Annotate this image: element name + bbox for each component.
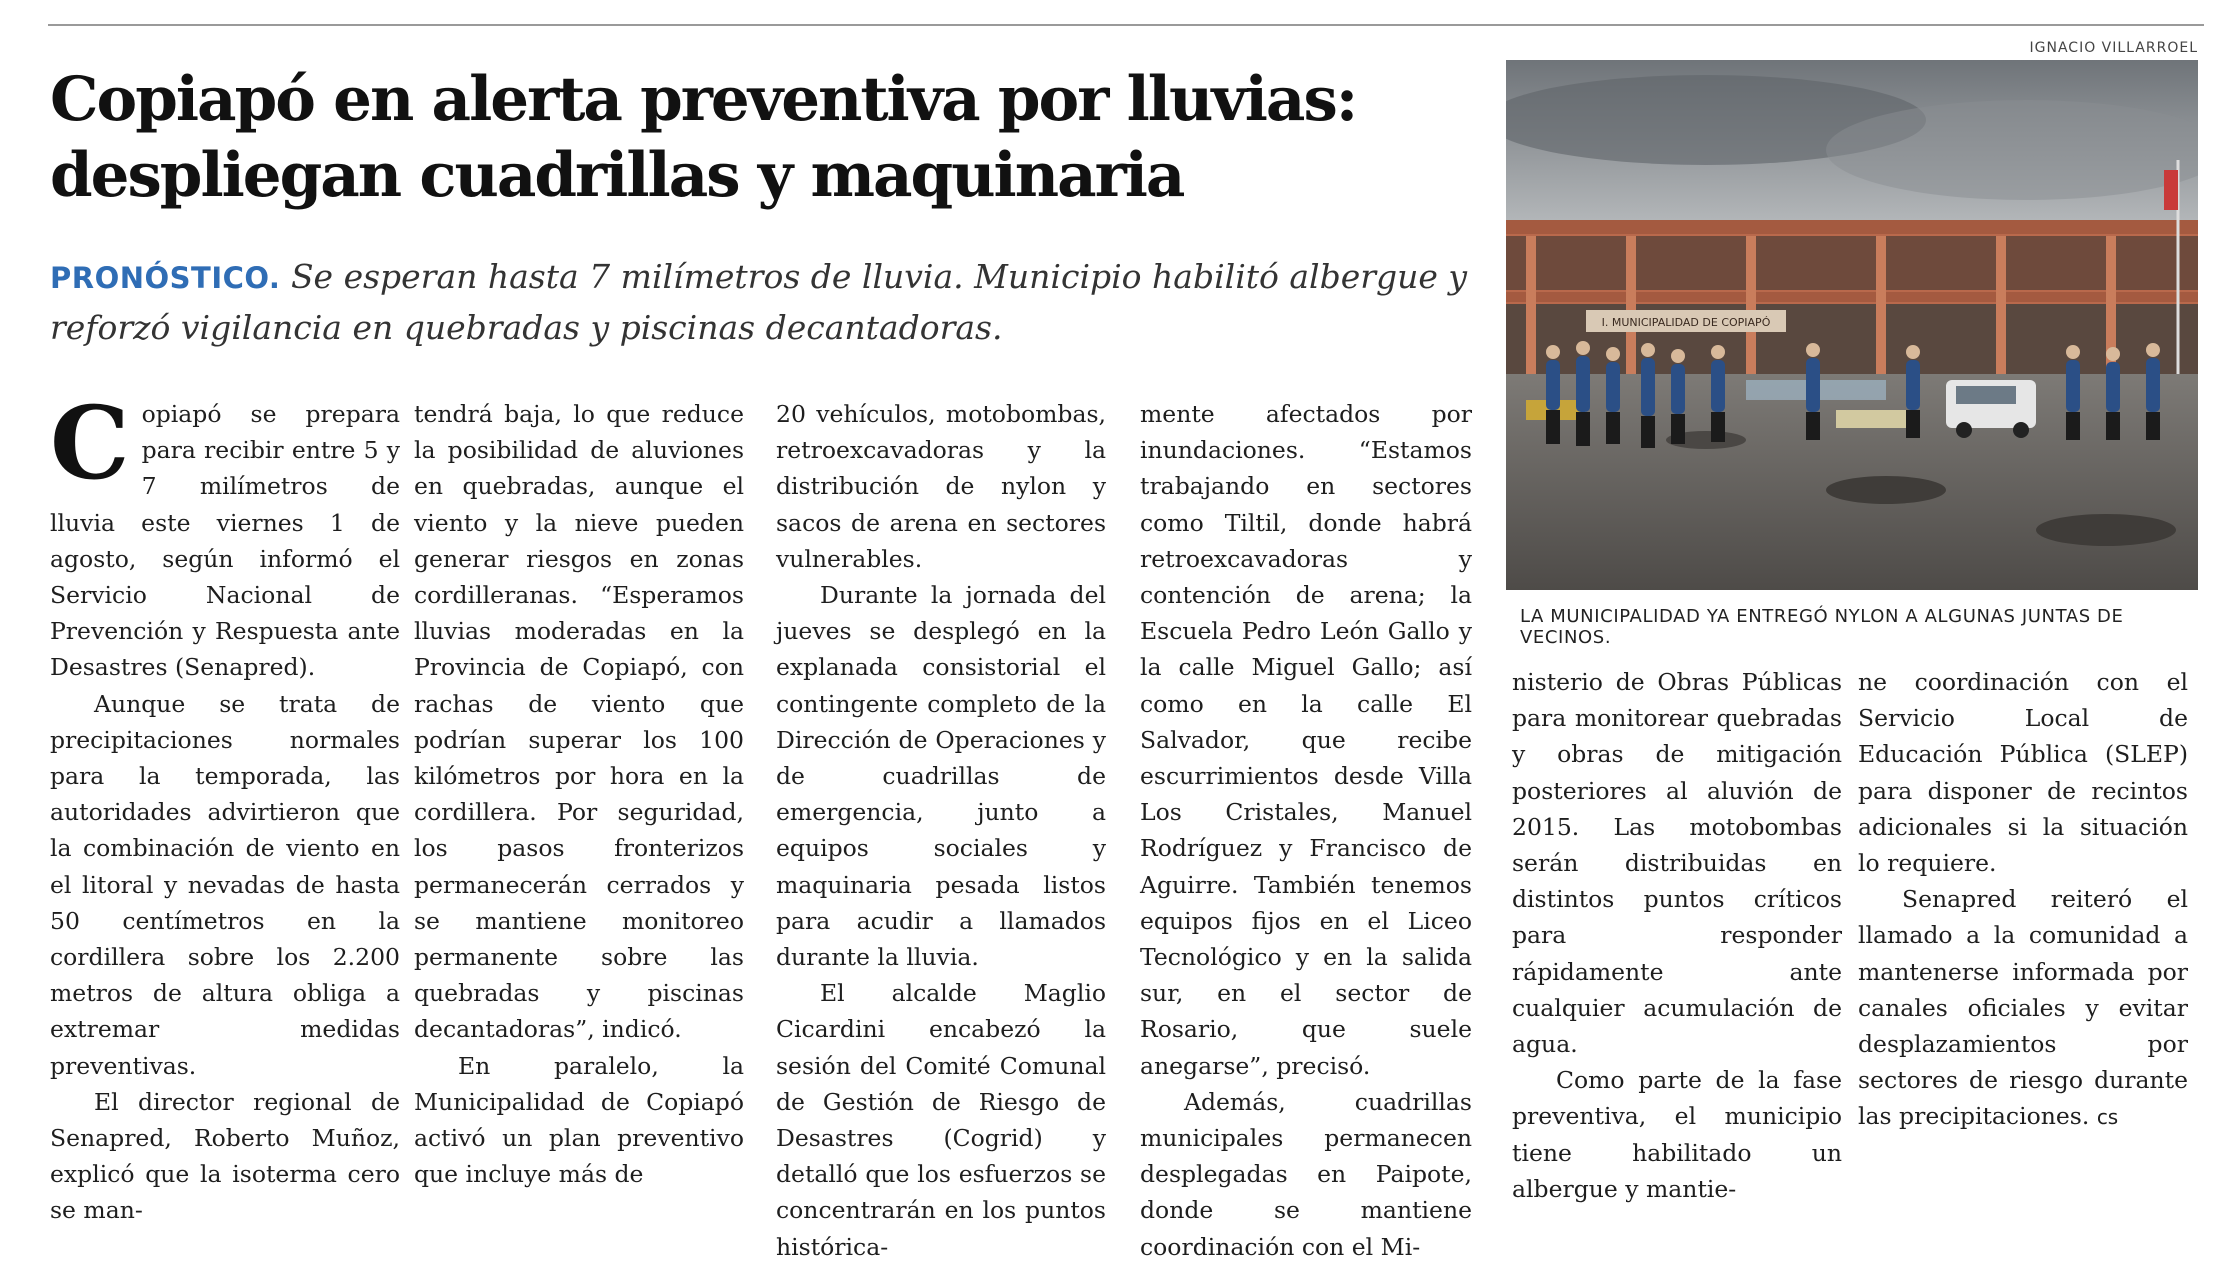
- deck-text: Se esperan hasta 7 milímetros de lluvia. Municipio habilitó albergue y reforzó vigilancia en quebradas y piscinas decantadoras.: [50, 257, 1468, 347]
- news-photo: [1506, 60, 2198, 590]
- top-rule: [48, 24, 2204, 26]
- paragraph: [1858, 881, 2188, 1135]
- paragraph: Aunque se trata de precipitaciones normales para la temporada, las autoridades advirtieron que la combinación de viento en el litoral y nevadas de hasta 50 centímetros en la cordillera sobre los 2.200 metros de altura obliga a extremar medidas preventivas.: [50, 689, 400, 1080]
- paragraph: mente afectados por inundaciones. “Estamos trabajando en sectores como Tiltil, donde habrá retroexcavadoras y contención de arena; la Escuela Pedro León Gallo y la calle Miguel Gallo; así como en la calle El Salvador, que recibe escurrimientos desde Villa Los Cristales, Manuel Rodríguez y Francisco de Aguirre. También tenemos equipos fijos en el Liceo Tecnológico y en la salida sur, en el sector de Rosario, que suele anegarse”, precisó.: [1140, 400, 1472, 1080]
- article-column-3: [776, 396, 1106, 1265]
- drop-cap: C: [50, 384, 130, 502]
- photo-caption: LA MUNICIPALIDAD YA ENTREGÓ NYLON A ALGUNAS JUNTAS DE VECINOS.: [1520, 606, 2124, 648]
- paragraph: Como parte de la fase preventiva, el municipio tiene habilitado un albergue y mantie-: [1512, 1066, 1842, 1203]
- headline-line-2: despliegan cuadrillas y maquinaria: [50, 140, 1184, 211]
- paragraph: nisterio de Obras Públicas para monitorear quebradas y obras de mitigación posteriores al aluvión de 2015. Las motobombas serán distribuidas en distintos puntos críticos para responder rápidamente ante cualquier acumulación de agua.: [1512, 668, 1842, 1059]
- paragraph: El director regional de Senapred, Roberto Muñoz, explicó que la isoterma cero se man-: [50, 1087, 400, 1225]
- paragraph-text: opiapó se prepara para recibir entre 5 y 7 milímetros de lluvia este viernes 1 de agosto, según informó el Servicio Nacional de Prevención y Respuesta ante Desastres (Senapred).: [50, 400, 400, 682]
- paragraph: Durante la jornada del jueves se desplegó en la explanada consistorial el contingente completo de la Dirección de Operaciones y de cuadrillas de emergencia, junto a equipos sociales y maquinaria pesada listos para acudir a llamados durante la lluvia.: [776, 581, 1106, 972]
- building-sign: I. MUNICIPALIDAD DE COPIAPÓ: [1601, 316, 1771, 329]
- headline-line-1: Copiapó en alerta preventiva por lluvias:: [50, 64, 1357, 135]
- paragraph: [50, 384, 400, 686]
- photo-credit: IGNACIO VILLARROEL: [2029, 40, 2198, 56]
- paragraph: En paralelo, la Municipalidad de Copiapó activó un plan preventivo que incluye más de: [414, 1051, 744, 1189]
- article-column-1: [50, 384, 400, 1229]
- paragraph: ne coordinación con el Servicio Local de Educación Pública (SLEP) para disponer de recintos adicionales si la situación lo requiere.: [1858, 668, 2188, 878]
- paragraph: 20 vehículos, motobombas, retroexcavadoras y la distribución de nylon y sacos de arena en sectores vulnerables.: [776, 400, 1106, 573]
- end-mark-icon: cs: [2096, 1105, 2119, 1130]
- paragraph: Además, cuadrillas municipales permanecen desplegadas en Paipote, donde se mantiene coordinación con el Mi-: [1140, 1087, 1472, 1261]
- paragraph-text: Senapred reiteró el llamado a la comunidad a mantenerse informada por canales oficiales y evitar desplazamientos por sectores de riesgo durante las precipitaciones.: [1858, 885, 2188, 1131]
- article-column-2: [414, 396, 744, 1192]
- paragraph: tendrá baja, lo que reduce la posibilidad de aluviones en quebradas, aunque el viento y la nieve pueden generar riesgos en zonas cordilleranas. “Esperamos lluvias moderadas en la Provincia de Copiapó, con rachas de viento que podrían superar los 100 kilómetros por hora en la cordillera. Por seguridad, los pasos fronterizos permanecerán cerrados y se mantiene monitoreo permanente sobre las quebradas y piscinas decantadoras”, indicó.: [414, 400, 744, 1044]
- article-column-5: [1512, 664, 1842, 1207]
- paragraph: El alcalde Maglio Cicardini encabezó la sesión del Comité Comunal de Gestión de Riesgo de Desastres (Cogrid) y detalló que los esfuerzos se concentrarán en los puntos histórica-: [776, 979, 1106, 1261]
- municipality-building-photo: [1506, 60, 2198, 590]
- deck: [50, 252, 1490, 353]
- article-column-6: [1858, 664, 2188, 1136]
- deck-kicker: PRONÓSTICO.: [50, 261, 281, 295]
- article-column-4: [1140, 396, 1472, 1265]
- headline: [50, 62, 1490, 214]
